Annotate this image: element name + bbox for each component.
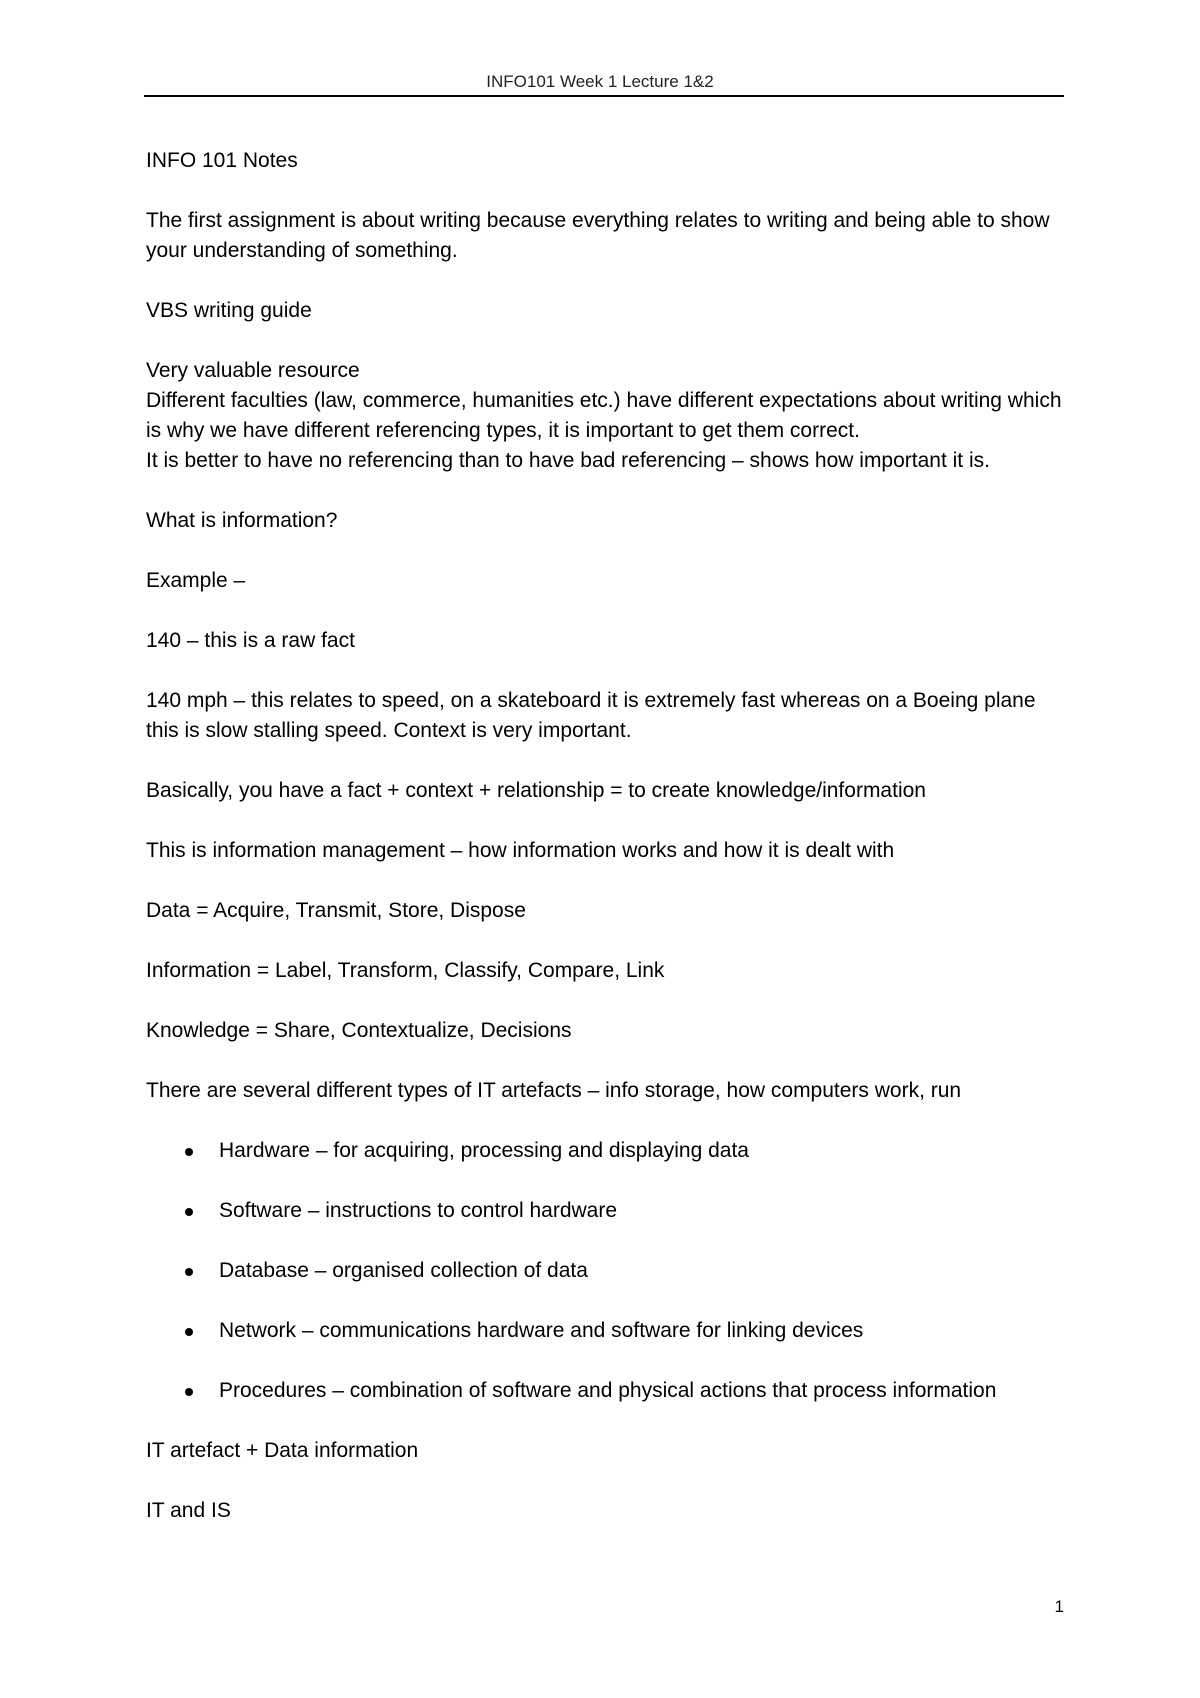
resource-line: Very valuable resource — [146, 359, 360, 382]
document-body — [146, 146, 1066, 1556]
list-item — [146, 1376, 1066, 1406]
artefacts-list — [146, 1136, 1066, 1406]
speed-example-paragraph: 140 mph – this relates to speed, on a skateboard it is extremely fast whereas on a Boeing plane this is slow stalling speed. Context is very important. — [146, 689, 1036, 742]
list-item-text: Procedures – combination of software and physical actions that process information — [219, 1379, 997, 1402]
header-rule — [144, 95, 1064, 97]
page-number: 1 — [1054, 1597, 1064, 1616]
resource-line: Different faculties (law, commerce, humanities etc.) have different expectations about writing which is why we have different referencing types, it is important to get them correct. — [146, 389, 1062, 442]
list-item — [146, 1316, 1066, 1346]
artefact-data-line: IT artefact + Data information — [146, 1439, 419, 1462]
management-line: This is information management – how information works and how it is dealt with — [146, 839, 895, 862]
resource-line: It is better to have no referencing than to have bad referencing – shows how important it is. — [146, 449, 990, 472]
example-label: Example – — [146, 569, 246, 592]
vbs-guide-heading: VBS writing guide — [146, 299, 312, 322]
bullet-icon — [185, 1268, 193, 1276]
bullet-icon — [185, 1208, 193, 1216]
list-item-text: Hardware – for acquiring, processing and displaying data — [219, 1139, 749, 1162]
bullet-icon — [185, 1388, 193, 1396]
list-item — [146, 1256, 1066, 1286]
list-item-text: Software – instructions to control hardware — [219, 1199, 618, 1222]
raw-fact-line: 140 – this is a raw fact — [146, 629, 355, 652]
document-title: INFO 101 Notes — [146, 149, 298, 172]
page-header: INFO101 Week 1 Lecture 1&2 — [486, 72, 714, 91]
list-item-text: Network – communications hardware and software for linking devices — [219, 1319, 864, 1342]
knowledge-line: Knowledge = Share, Contextualize, Decisions — [146, 1019, 572, 1042]
it-is-line: IT and IS — [146, 1499, 231, 1522]
intro-paragraph: The first assignment is about writing because everything relates to writing and being able to show your understanding of something. — [146, 209, 1050, 262]
formula-line: Basically, you have a fact + context + relationship = to create knowledge/information — [146, 779, 926, 802]
question-heading: What is information? — [146, 509, 338, 532]
data-line: Data = Acquire, Transmit, Store, Dispose — [146, 899, 526, 922]
artefacts-intro: There are several different types of IT artefacts – info storage, how computers work, run — [146, 1079, 962, 1102]
information-line: Information = Label, Transform, Classify, Compare, Link — [146, 959, 665, 982]
list-item — [146, 1136, 1066, 1166]
list-item-text: Database – organised collection of data — [219, 1259, 588, 1282]
list-item — [146, 1196, 1066, 1226]
bullet-icon — [185, 1148, 193, 1156]
bullet-icon — [185, 1328, 193, 1336]
